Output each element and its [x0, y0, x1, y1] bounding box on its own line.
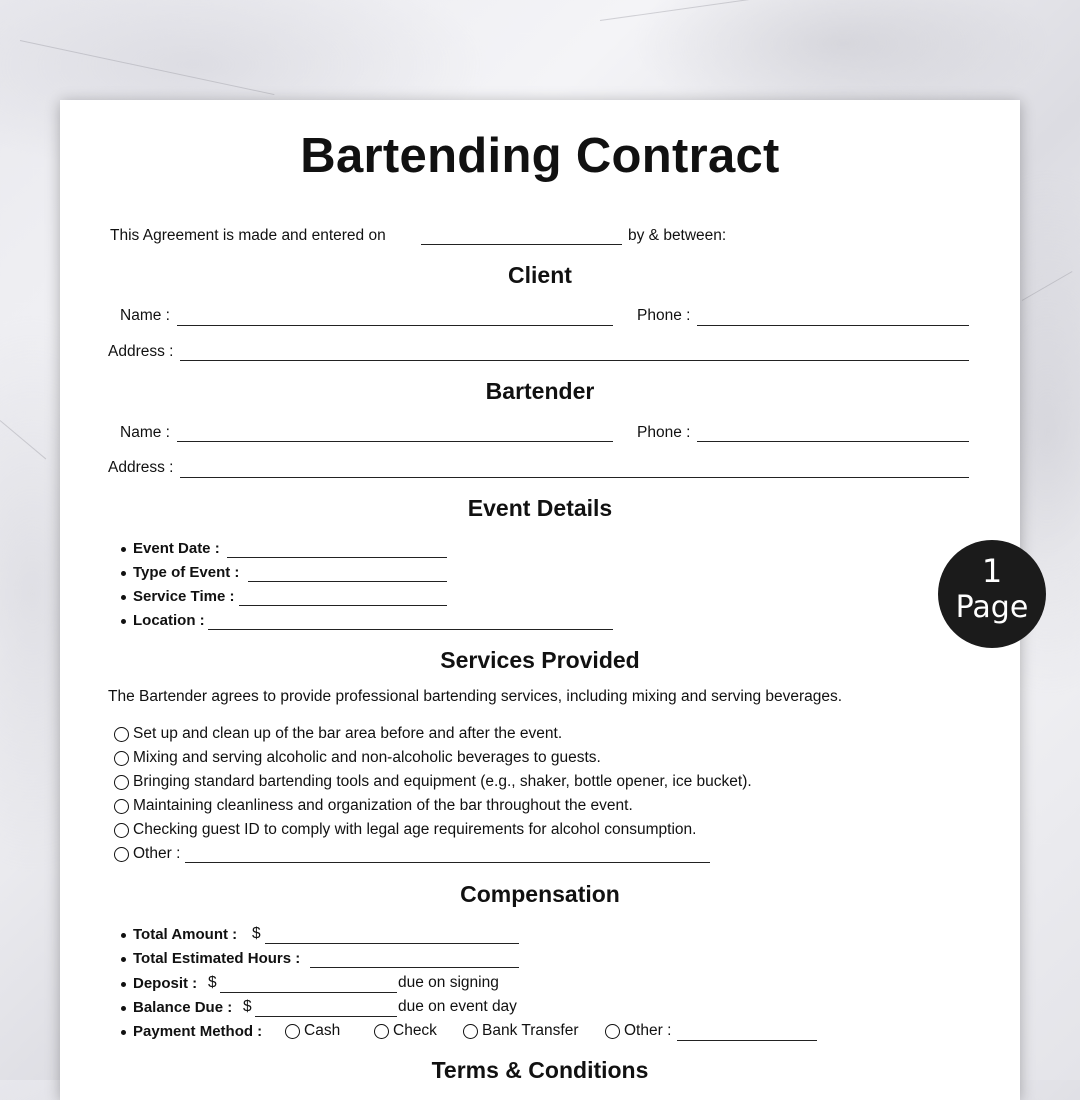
marble-vein — [1022, 271, 1073, 301]
event-type-label: Type of Event : — [133, 564, 240, 581]
bullet — [121, 619, 126, 624]
page-count-badge — [938, 540, 1046, 648]
service-option-checkbox[interactable] — [114, 727, 129, 742]
compensation-heading: Compensation — [460, 881, 620, 907]
service-option-label: Set up and clean up of the bar area before and after the event. — [133, 725, 563, 742]
client-name-field[interactable] — [177, 325, 613, 326]
payment-check-checkbox[interactable] — [374, 1024, 389, 1039]
bartender-phone-label: Phone : — [637, 424, 691, 441]
balance-due-field[interactable] — [255, 1016, 397, 1017]
event-details-heading: Event Details — [467, 495, 613, 521]
bullet — [121, 1006, 126, 1011]
service-option-label: Checking guest ID to comply with legal age requirements for alcohol consumption. — [133, 821, 697, 838]
payment-other-checkbox[interactable] — [605, 1024, 620, 1039]
payment-other-field[interactable] — [677, 1040, 817, 1041]
service-other-label: Other : — [133, 845, 181, 862]
event-date-field[interactable] — [227, 557, 447, 558]
bullet — [121, 571, 126, 576]
currency-symbol: $ — [243, 998, 252, 1015]
due-on-signing-text: due on signing — [398, 974, 499, 991]
balance-due-label: Balance Due : — [133, 999, 233, 1016]
total-hours-label: Total Estimated Hours : — [133, 950, 301, 967]
marble-vein — [0, 420, 46, 459]
client-phone-label: Phone : — [637, 307, 691, 324]
agreement-date-field[interactable] — [421, 244, 622, 245]
payment-cash-label: Cash — [304, 1022, 341, 1039]
payment-bank-transfer-checkbox[interactable] — [463, 1024, 478, 1039]
client-address-field[interactable] — [180, 360, 969, 361]
payment-method-label: Payment Method : — [133, 1023, 263, 1040]
service-option-label: Bringing standard bartending tools and equipment (e.g., shaker, bottle opener, ice bucket). — [133, 773, 752, 790]
contract-page — [60, 100, 1020, 1100]
bartender-address-field[interactable] — [180, 477, 969, 478]
bullet — [121, 933, 126, 938]
payment-other-label: Other : — [624, 1022, 672, 1039]
payment-check-label: Check — [393, 1022, 437, 1039]
services-heading: Services Provided — [440, 647, 640, 673]
document-title: Bartending Contract — [300, 129, 780, 183]
terms-heading: Terms & Conditions — [431, 1057, 649, 1083]
service-option-label: Maintaining cleanliness and organization of the bar throughout the event. — [133, 797, 633, 814]
marble-vein — [600, 0, 897, 21]
bartender-phone-field[interactable] — [697, 441, 969, 442]
event-date-label: Event Date : — [133, 540, 220, 557]
marble-vein — [20, 40, 275, 95]
currency-symbol: $ — [252, 925, 261, 942]
client-phone-field[interactable] — [697, 325, 969, 326]
location-field[interactable] — [208, 629, 613, 630]
deposit-field[interactable] — [220, 992, 397, 993]
bartender-name-field[interactable] — [177, 441, 613, 442]
service-option-checkbox[interactable] — [114, 751, 129, 766]
service-time-field[interactable] — [239, 605, 447, 606]
client-heading: Client — [508, 262, 572, 288]
total-amount-field[interactable] — [265, 943, 519, 944]
page-count-number: 1 — [981, 552, 1003, 590]
bullet — [121, 1030, 126, 1035]
bartender-heading: Bartender — [485, 378, 595, 404]
bullet — [121, 547, 126, 552]
payment-cash-checkbox[interactable] — [285, 1024, 300, 1039]
total-amount-label: Total Amount : — [133, 926, 238, 943]
client-address-label: Address : — [108, 343, 174, 360]
service-other-field[interactable] — [185, 862, 710, 863]
service-option-checkbox[interactable] — [114, 799, 129, 814]
bartender-name-label: Name : — [120, 424, 170, 441]
bullet — [121, 982, 126, 987]
page-count-label: Page — [955, 590, 1029, 625]
event-type-field[interactable] — [248, 581, 447, 582]
total-hours-field[interactable] — [310, 967, 519, 968]
due-on-event-day-text: due on event day — [398, 998, 517, 1015]
deposit-label: Deposit : — [133, 975, 198, 992]
client-name-label: Name : — [120, 307, 170, 324]
currency-symbol: $ — [208, 974, 217, 991]
bullet — [121, 595, 126, 600]
bartender-address-label: Address : — [108, 459, 174, 476]
service-option-checkbox[interactable] — [114, 823, 129, 838]
payment-bank-transfer-label: Bank Transfer — [482, 1022, 579, 1039]
intro-text: This Agreement is made and entered on — [110, 227, 386, 244]
bullet — [121, 957, 126, 962]
service-time-label: Service Time : — [133, 588, 235, 605]
service-other-checkbox[interactable] — [114, 847, 129, 862]
services-intro: The Bartender agrees to provide professional bartending services, including mixing and serving beverages. — [108, 688, 843, 705]
service-option-label: Mixing and serving alcoholic and non-alcoholic beverages to guests. — [133, 749, 601, 766]
location-label: Location : — [133, 612, 205, 629]
intro-text-end: by & between: — [628, 227, 727, 244]
service-option-checkbox[interactable] — [114, 775, 129, 790]
